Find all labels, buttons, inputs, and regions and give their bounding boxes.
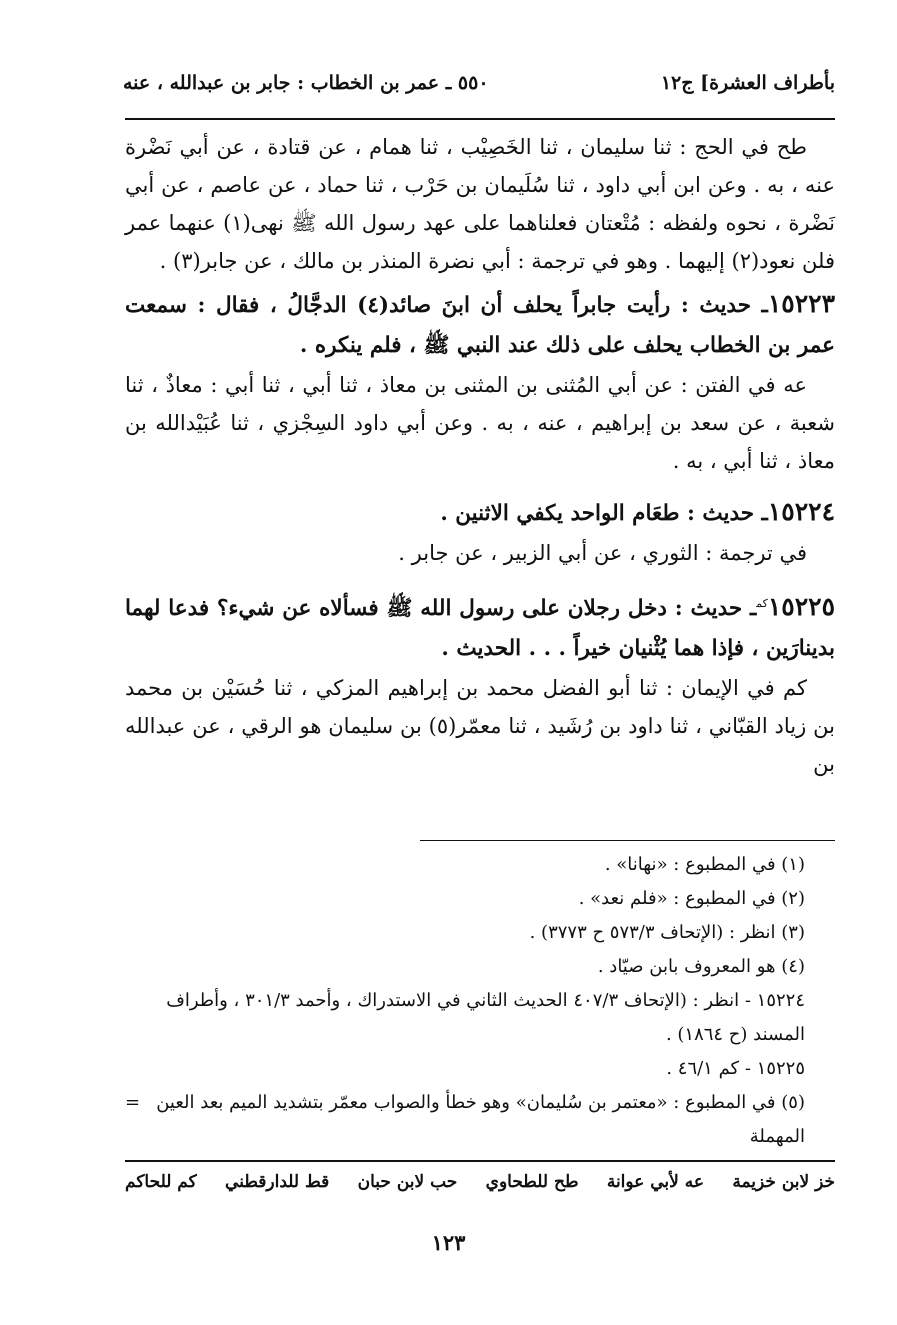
paragraph-abu-awana: عه في الفتن : عن أبي المُثنى بن المثنى بن معاذ ، ثنا أبي ، ثنا أبي : معاذٌ ، ثنا شعبة ، عن سعد بن إبراهيم ، عنه ، به . وعن أبي داود السِجْزي ، ثنا عُبَيْدالله بن معاذ ، ثنا أبي ، به . bbox=[125, 373, 835, 473]
hadith-number: ١٥٢٢٤ bbox=[767, 497, 835, 526]
abbr-daraqutni: قط للدارقطني bbox=[225, 1172, 330, 1192]
abbr-khuzayma: خز لابن خزيمة bbox=[732, 1172, 835, 1192]
header-book-title: بأطراف العشرة] ج١٢ bbox=[660, 72, 835, 94]
abbr-ibn-hibban: حب لابن حبان bbox=[357, 1172, 458, 1192]
hadith-number: ١٥٢٢٥ bbox=[767, 592, 835, 622]
hadith-number: ١٥٢٢٣ bbox=[767, 289, 835, 318]
footnote-3: (٣) انظر : (الإتحاف ٥٧٣/٣ ح ٣٧٧٣) . bbox=[529, 922, 805, 943]
footnote-5 bbox=[125, 1086, 835, 1154]
hadith-15224 bbox=[125, 492, 835, 534]
main-text bbox=[125, 128, 835, 783]
hadith-text: ـ حديث : طعَام الواحد يكفي الاثنين . bbox=[440, 501, 768, 526]
abbr-abu-awana: عه لأبي عوانة bbox=[606, 1172, 705, 1192]
paragraph-thawri: في ترجمة : الثوري ، عن أبي الزبير ، عن جابر . bbox=[398, 541, 807, 565]
header-rule bbox=[125, 118, 835, 120]
footnote-rule bbox=[420, 840, 835, 841]
footnote-1: (١) في المطبوع : «نهانا» . bbox=[604, 854, 805, 875]
running-header bbox=[123, 64, 835, 108]
paragraph-tahawi: طح في الحج : ثنا سليمان ، ثنا الخَصِيْب ، ثنا همام ، عن قتادة ، عن أبي نَضْرة عنه ، به . وعن ابن أبي داود ، ثنا سُلَيمان بن حَرْب ، ثنا حماد ، عن عاصم ، عن أبي نَضْرة ، نحوه ولفظه : مُتْعتان فعلناهما على عهد رسول الله ﷺ نهى(١) عنهما عمر فلن نعود(٢) إليهما . وهو في ترجمة : أبي نضرة المنذر بن مالك ، عن جابر(٣) . bbox=[125, 135, 835, 273]
page-number: ١٢٣ bbox=[431, 1230, 466, 1255]
abbr-hakim: كم للحاكم bbox=[125, 1172, 197, 1192]
abbr-tahawi: طح للطحاوي bbox=[485, 1172, 579, 1192]
hadith-15223 bbox=[125, 284, 835, 366]
footnote-15225: ١٥٢٢٥ - كم ٤٦/١ . bbox=[666, 1058, 805, 1079]
header-section-title: ٥٥٠ ـ عمر بن الخطاب : جابر بن عبدالله ، عنه bbox=[123, 72, 489, 94]
paragraph-hakim: كم في الإيمان : ثنا أبو الفضل محمد بن إبراهيم المزكي ، ثنا حُسَيْن بن محمد بن زياد القبّاني ، ثنا داود بن رُشَيد ، ثنا معمّر(٥) بن سليمان هو الرقي ، عن عبدالله بن bbox=[125, 676, 835, 777]
hadith-text: ـ حديث : دخل رجلان على رسول الله ﷺ فسألاه عن شيء؟ فدعا لهما بدينارَين ، فإذا هما يُثْنيان خيراً . . . الحديث . bbox=[125, 596, 835, 662]
hadith-text: ـ حديث : رأيت جابراً يحلف أن ابنَ صائد(٤) الدجَّالُ ، فقال : سمعت عمر بن الخطاب يحلف على ذلك عند النبي ﷺ ، فلم ينكره . bbox=[125, 293, 835, 358]
footnotes bbox=[125, 848, 835, 1154]
footnote-2: (٢) في المطبوع : «فلم نعد» . bbox=[578, 888, 805, 909]
abbreviations-key bbox=[125, 1172, 835, 1192]
footnote-15224: ١٥٢٢٤ - انظر : (الإتحاف ٤٠٧/٣ الحديث الثاني في الاستدراك ، وأحمد ٣٠١/٣ ، وأطراف المسند (ح ١٨٦٤) . bbox=[166, 990, 805, 1045]
abbreviations-rule bbox=[125, 1160, 835, 1162]
continuation-mark: = bbox=[125, 1092, 141, 1113]
footnote-5-text: (٥) في المطبوع : «معتمر بن سُليمان» وهو خطأ والصواب معمّر بتشديد الميم بعد العين المهملة bbox=[156, 1092, 805, 1147]
source-mark: كم bbox=[756, 597, 768, 610]
footnote-4: (٤) هو المعروف بابن صيّاد . bbox=[597, 956, 805, 977]
hadith-15225 bbox=[125, 584, 835, 669]
